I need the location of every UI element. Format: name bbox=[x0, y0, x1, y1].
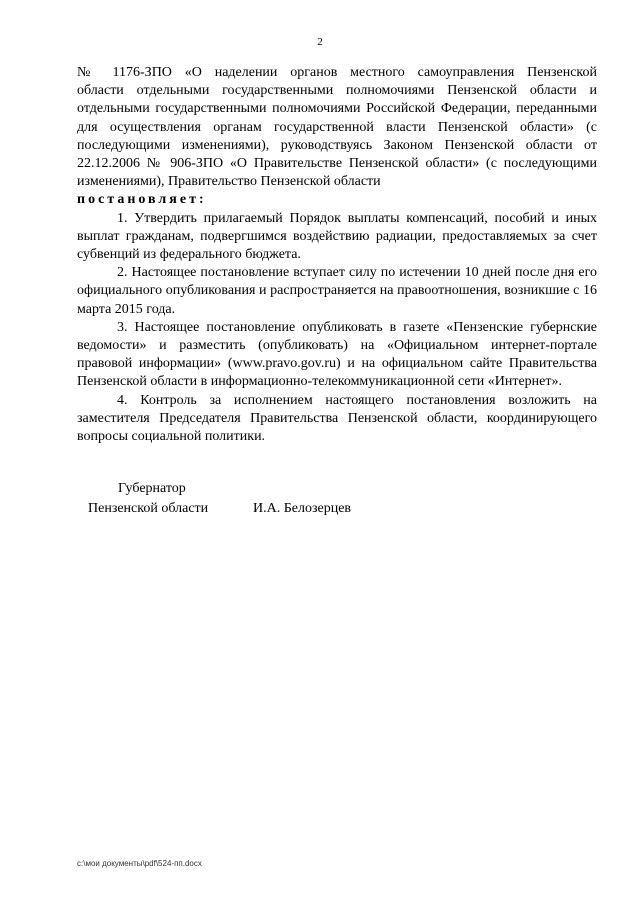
decree-item-2: 2. Настоящее постановление вступает силу по истечении 10 дней после дня его официального опубликования и распространяется на правоотношения, возникшие с 16 марта 2015 года. bbox=[77, 265, 597, 317]
decree-line bbox=[77, 191, 597, 209]
signer-title-line-2: Пензенской области bbox=[88, 501, 209, 516]
document-body bbox=[77, 64, 597, 446]
signer-title-line-1: Губернатор bbox=[118, 481, 186, 496]
file-path-footer: c:\мои документы\pdf\524-пп.docx bbox=[77, 859, 202, 868]
intro-paragraph bbox=[77, 82, 597, 191]
intro-text: области отдельными государственными полномочиями Пензенской области и отдельными государственными полномочиями Российской Федерации, переданными для осуществления органам государственной власти Пензенской области» (с последующими изменениями), руководствуясь Законом Пензенской области от 22.12.2006 № 906-ЗПО «О Правительстве Пензенской области» (с последующими изменениями), Правительство Пензенской области bbox=[77, 83, 597, 190]
signer-name: И.А. Белозерцев bbox=[253, 501, 352, 516]
intro-first-line: № 1176-ЗПО «О наделении органов местного самоуправления Пензенской bbox=[77, 65, 597, 80]
decree-item-1: 1. Утвердить прилагаемый Порядок выплаты компенсаций, пособий и иных выплат гражданам, подвергшимся воздействию радиации, предоставляемых за счет субвенций из федерального бюджета. bbox=[77, 210, 597, 263]
decree-item-3: 3. Настоящее постановление опубликовать в газете «Пензенские губернские ведомости» и разместить (опубликовать) на «Официальном интернет-портале правовой информации» (www.pravo.gov.ru) и на официальном сайте Правительства Пензенской области в информационно-телекоммуникационной сети «Интернет». bbox=[77, 319, 597, 390]
decree-item-4: 4. Контроль за исполнением настоящего постановления возложить на заместителя Председателя Правительства Пензенской области, координирующего вопросы социальной политики. bbox=[77, 392, 597, 445]
page-number: 2 bbox=[317, 36, 323, 48]
decree-word: постановляет: bbox=[77, 192, 207, 208]
